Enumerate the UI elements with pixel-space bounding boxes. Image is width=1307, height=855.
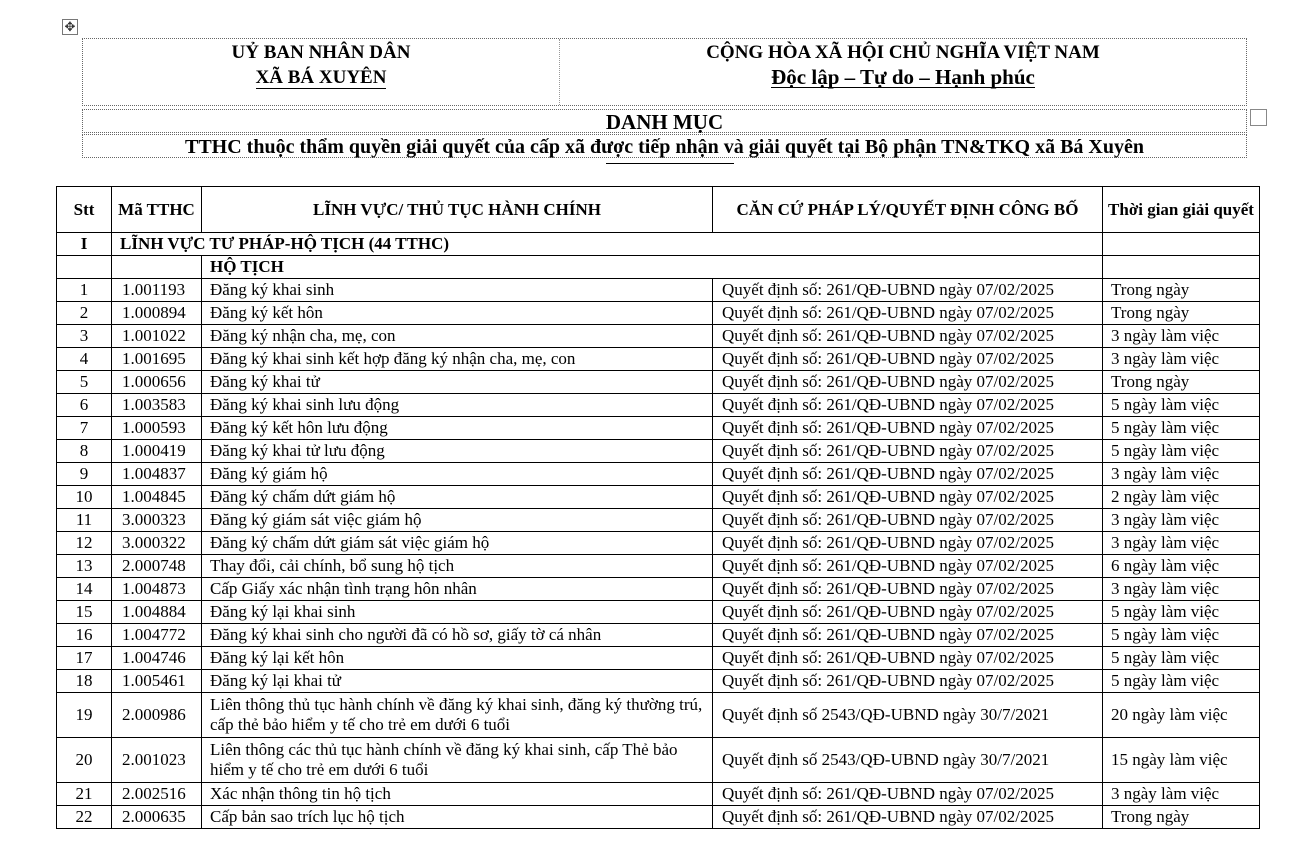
row-legal-basis: Quyết định số: 261/QĐ-UBND ngày 07/02/2025 [713,279,1103,302]
row-processing-time: 5 ngày làm việc [1103,647,1260,670]
row-stt: 20 [57,738,112,783]
row-legal-basis: Quyết định số: 261/QĐ-UBND ngày 07/02/2025 [713,417,1103,440]
row-legal-basis: Quyết định số: 261/QĐ-UBND ngày 07/02/2025 [713,601,1103,624]
table-move-handle-icon[interactable]: ✥ [62,19,78,35]
document-subtitle: TTHC thuộc thẩm quyền giải quyết của cấp xã được tiếp nhận và giải quyết tại Bộ phận TN&TKQ xã Bá Xuyên [82,134,1247,158]
header-stt: Stt [57,187,112,233]
row-stt: 18 [57,670,112,693]
row-code: 1.001695 [112,348,202,371]
table-row [57,509,1260,532]
row-processing-time: 5 ngày làm việc [1103,601,1260,624]
row-processing-time: Trong ngày [1103,279,1260,302]
row-stt: 13 [57,555,112,578]
group-label: HỘ TỊCH [202,256,1103,279]
table-row [57,783,1260,806]
row-procedure-name: Đăng ký chấm dứt giám sát việc giám hộ [202,532,713,555]
table-row [57,325,1260,348]
table-resize-handle[interactable] [1250,109,1267,126]
row-processing-time: Trong ngày [1103,806,1260,829]
table-row [57,601,1260,624]
row-code: 2.000986 [112,693,202,738]
row-processing-time: 5 ngày làm việc [1103,440,1260,463]
row-processing-time: 3 ngày làm việc [1103,532,1260,555]
table-row [57,693,1260,738]
authority-line-2: XÃ BÁ XUYÊN [255,67,387,88]
section-number: I [57,233,112,256]
table-row [57,486,1260,509]
row-stt: 8 [57,440,112,463]
row-procedure-name: Đăng ký khai sinh lưu động [202,394,713,417]
row-code: 1.004746 [112,647,202,670]
issuing-authority [83,39,559,106]
row-processing-time: Trong ngày [1103,302,1260,325]
row-processing-time: 3 ngày làm việc [1103,463,1260,486]
row-code: 2.002516 [112,783,202,806]
table-header-row [57,187,1260,233]
procedures-table [56,186,1260,829]
row-procedure-name: Đăng ký kết hôn [202,302,713,325]
table-row [57,806,1260,829]
group-empty-cell [1103,256,1260,279]
row-processing-time: 3 ngày làm việc [1103,509,1260,532]
row-procedure-name: Đăng ký khai sinh kết hợp đăng ký nhận cha, mẹ, con [202,348,713,371]
header-time: Thời gian giải quyết [1103,187,1260,233]
row-legal-basis: Quyết định số: 261/QĐ-UBND ngày 07/02/2025 [713,670,1103,693]
table-row [57,440,1260,463]
row-legal-basis: Quyết định số: 261/QĐ-UBND ngày 07/02/2025 [713,440,1103,463]
row-legal-basis: Quyết định số: 261/QĐ-UBND ngày 07/02/2025 [713,532,1103,555]
table-row [57,463,1260,486]
row-code: 1.004837 [112,463,202,486]
row-stt: 17 [57,647,112,670]
row-code: 2.001023 [112,738,202,783]
row-procedure-name: Thay đổi, cải chính, bổ sung hộ tịch [202,555,713,578]
table-row [57,348,1260,371]
header-name: LĨNH VỰC/ THỦ TỤC HÀNH CHÍNH [202,187,713,233]
row-stt: 11 [57,509,112,532]
nation-motto: Độc lập – Tự do – Hạnh phúc [771,65,1035,89]
row-code: 3.000323 [112,509,202,532]
row-stt: 19 [57,693,112,738]
row-stt: 15 [57,601,112,624]
row-stt: 21 [57,783,112,806]
row-code: 1.004873 [112,578,202,601]
row-procedure-name: Đăng ký lại kết hôn [202,647,713,670]
authority-line-1: UỶ BAN NHÂN DÂN [231,42,411,63]
row-legal-basis: Quyết định số: 261/QĐ-UBND ngày 07/02/2025 [713,463,1103,486]
row-legal-basis: Quyết định số: 261/QĐ-UBND ngày 07/02/2025 [713,486,1103,509]
group-row [57,256,1260,279]
row-processing-time: 2 ngày làm việc [1103,486,1260,509]
row-processing-time: 3 ngày làm việc [1103,325,1260,348]
row-stt: 2 [57,302,112,325]
row-legal-basis: Quyết định số 2543/QĐ-UBND ngày 30/7/2021 [713,738,1103,783]
row-code: 2.000635 [112,806,202,829]
row-procedure-name: Đăng ký kết hôn lưu động [202,417,713,440]
table-row [57,647,1260,670]
row-code: 1.001193 [112,279,202,302]
subtitle-underline [606,163,734,164]
row-legal-basis: Quyết định số: 261/QĐ-UBND ngày 07/02/2025 [713,371,1103,394]
section-empty-cell [1103,233,1260,256]
row-processing-time: 6 ngày làm việc [1103,555,1260,578]
row-stt: 14 [57,578,112,601]
row-procedure-name: Đăng ký chấm dứt giám hộ [202,486,713,509]
row-procedure-name: Đăng ký khai tử lưu động [202,440,713,463]
group-empty-cell [57,256,112,279]
row-code: 1.004845 [112,486,202,509]
row-legal-basis: Quyết định số: 261/QĐ-UBND ngày 07/02/2025 [713,624,1103,647]
row-procedure-name: Đăng ký giám sát việc giám hộ [202,509,713,532]
row-processing-time: 5 ngày làm việc [1103,670,1260,693]
row-procedure-name: Đăng ký khai sinh cho người đã có hồ sơ, giấy tờ cá nhân [202,624,713,647]
row-code: 1.004772 [112,624,202,647]
row-stt: 7 [57,417,112,440]
nation-line-1: CỘNG HÒA XÃ HỘI CHỦ NGHĨA VIỆT NAM [706,42,1100,63]
row-stt: 12 [57,532,112,555]
table-row [57,279,1260,302]
table-row [57,578,1260,601]
row-legal-basis: Quyết định số: 261/QĐ-UBND ngày 07/02/2025 [713,302,1103,325]
row-stt: 1 [57,279,112,302]
row-processing-time: 5 ngày làm việc [1103,394,1260,417]
row-processing-time: Trong ngày [1103,371,1260,394]
row-legal-basis: Quyết định số: 261/QĐ-UBND ngày 07/02/2025 [713,348,1103,371]
table-row [57,670,1260,693]
row-legal-basis: Quyết định số: 261/QĐ-UBND ngày 07/02/2025 [713,509,1103,532]
document-header [82,38,1247,106]
row-procedure-name: Đăng ký giám hộ [202,463,713,486]
row-legal-basis: Quyết định số: 261/QĐ-UBND ngày 07/02/2025 [713,647,1103,670]
table-row [57,532,1260,555]
row-code: 1.005461 [112,670,202,693]
row-stt: 5 [57,371,112,394]
section-row [57,233,1260,256]
table-row [57,371,1260,394]
table-row [57,738,1260,783]
row-legal-basis: Quyết định số: 261/QĐ-UBND ngày 07/02/2025 [713,325,1103,348]
table-row [57,394,1260,417]
row-procedure-name: Đăng ký nhận cha, mẹ, con [202,325,713,348]
row-stt: 6 [57,394,112,417]
row-code: 1.000419 [112,440,202,463]
row-procedure-name: Đăng ký lại khai tử [202,670,713,693]
table-row [57,624,1260,647]
row-processing-time: 5 ngày làm việc [1103,624,1260,647]
row-processing-time: 20 ngày làm việc [1103,693,1260,738]
row-procedure-name: Đăng ký khai tử [202,371,713,394]
row-stt: 16 [57,624,112,647]
row-procedure-name: Liên thông thủ tục hành chính về đăng ký khai sinh, đăng ký thường trú, cấp thẻ bảo hiểm y tế cho trẻ em dưới 6 tuổi [202,693,713,738]
row-legal-basis: Quyết định số: 261/QĐ-UBND ngày 07/02/2025 [713,394,1103,417]
table-row [57,302,1260,325]
row-processing-time: 3 ngày làm việc [1103,783,1260,806]
row-procedure-name: Cấp Giấy xác nhận tình trạng hôn nhân [202,578,713,601]
row-code: 2.000748 [112,555,202,578]
group-empty-cell [112,256,202,279]
row-processing-time: 15 ngày làm việc [1103,738,1260,783]
row-stt: 10 [57,486,112,509]
row-stt: 3 [57,325,112,348]
row-procedure-name: Đăng ký khai sinh [202,279,713,302]
row-procedure-name: Cấp bản sao trích lục hộ tịch [202,806,713,829]
row-stt: 22 [57,806,112,829]
header-ma: Mã TTHC [112,187,202,233]
row-code: 1.004884 [112,601,202,624]
row-legal-basis: Quyết định số 2543/QĐ-UBND ngày 30/7/2021 [713,693,1103,738]
row-processing-time: 3 ngày làm việc [1103,578,1260,601]
row-code: 1.000894 [112,302,202,325]
row-stt: 9 [57,463,112,486]
row-processing-time: 5 ngày làm việc [1103,417,1260,440]
row-processing-time: 3 ngày làm việc [1103,348,1260,371]
row-procedure-name: Xác nhận thông tin hộ tịch [202,783,713,806]
header-law: CĂN CỨ PHÁP LÝ/QUYẾT ĐỊNH CÔNG BỐ [713,187,1103,233]
national-title [560,39,1246,106]
row-code: 1.000593 [112,417,202,440]
row-procedure-name: Liên thông các thủ tục hành chính về đăng ký khai sinh, cấp Thẻ bảo hiểm y tế cho trẻ em dưới 6 tuổi [202,738,713,783]
section-label: LĨNH VỰC TƯ PHÁP-HỘ TỊCH (44 TTHC) [112,233,1103,256]
row-legal-basis: Quyết định số: 261/QĐ-UBND ngày 07/02/2025 [713,578,1103,601]
row-code: 3.000322 [112,532,202,555]
document-title: DANH MỤC [82,109,1247,133]
row-legal-basis: Quyết định số: 261/QĐ-UBND ngày 07/02/2025 [713,806,1103,829]
row-procedure-name: Đăng ký lại khai sinh [202,601,713,624]
row-legal-basis: Quyết định số: 261/QĐ-UBND ngày 07/02/2025 [713,783,1103,806]
table-row [57,417,1260,440]
row-legal-basis: Quyết định số: 261/QĐ-UBND ngày 07/02/2025 [713,555,1103,578]
row-code: 1.001022 [112,325,202,348]
row-stt: 4 [57,348,112,371]
table-row [57,555,1260,578]
row-code: 1.003583 [112,394,202,417]
row-code: 1.000656 [112,371,202,394]
